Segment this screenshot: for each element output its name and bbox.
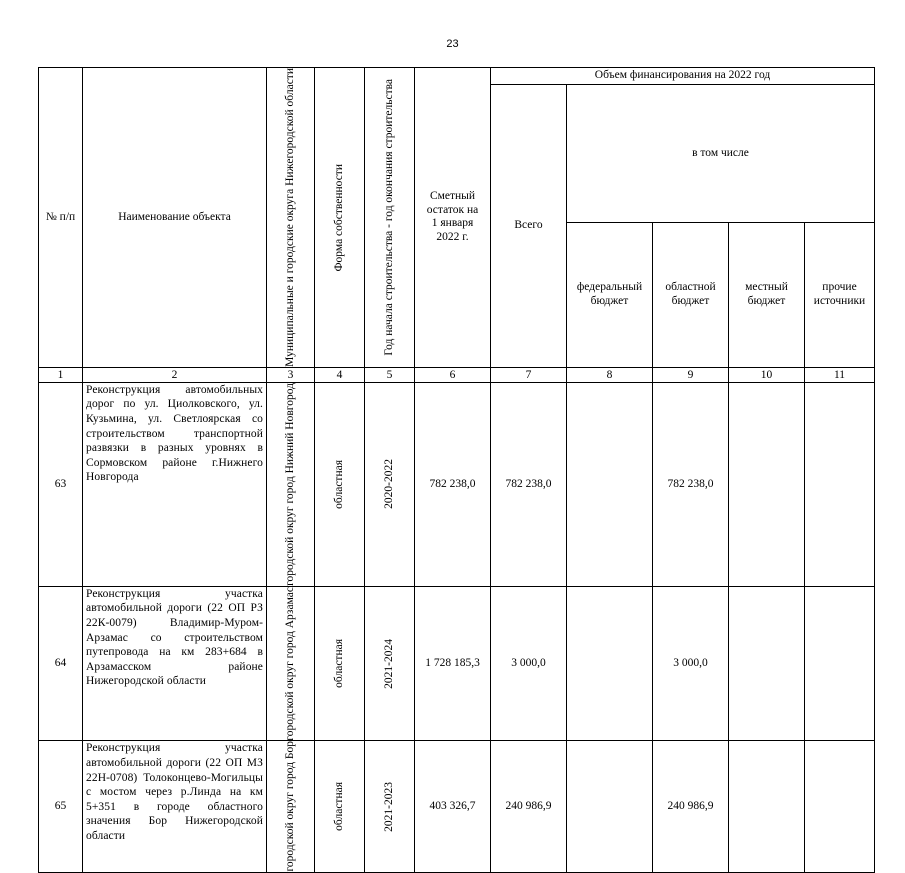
column-number: 2 bbox=[83, 367, 267, 382]
row-remaining: 403 326,7 bbox=[415, 741, 491, 873]
row-num: 63 bbox=[39, 382, 83, 586]
column-number: 11 bbox=[805, 367, 875, 382]
header-ownership-text: Форма собственности bbox=[332, 163, 345, 272]
row-other bbox=[805, 586, 875, 741]
header-local: местный бюджет bbox=[729, 222, 805, 367]
row-local bbox=[729, 382, 805, 586]
row-num: 64 bbox=[39, 586, 83, 741]
row-municipality-text: городской округ город Нижний Новгород bbox=[283, 382, 296, 586]
row-regional: 782 238,0 bbox=[653, 382, 729, 586]
row-remaining: 782 238,0 bbox=[415, 382, 491, 586]
row-years bbox=[365, 382, 415, 586]
column-number: 9 bbox=[653, 367, 729, 382]
header-name: Наименование объекта bbox=[83, 68, 267, 368]
row-regional: 240 986,9 bbox=[653, 741, 729, 873]
row-years bbox=[365, 741, 415, 873]
column-number: 6 bbox=[415, 367, 491, 382]
column-numbers-row bbox=[39, 367, 875, 382]
row-years-text: 2020-2022 bbox=[382, 459, 395, 510]
row-remaining: 1 728 185,3 bbox=[415, 586, 491, 741]
column-number: 3 bbox=[267, 367, 315, 382]
table-row bbox=[39, 741, 875, 873]
row-local bbox=[729, 586, 805, 741]
column-number: 8 bbox=[567, 367, 653, 382]
row-ownership bbox=[315, 741, 365, 873]
row-ownership bbox=[315, 382, 365, 586]
row-years-text: 2021-2024 bbox=[382, 638, 395, 689]
header-num: № п/п bbox=[39, 68, 83, 368]
row-years bbox=[365, 586, 415, 741]
row-federal bbox=[567, 741, 653, 873]
header-federal: федеральный бюджет bbox=[567, 222, 653, 367]
header-total: Всего bbox=[491, 85, 567, 368]
row-municipality-text: городской округ город Бор bbox=[283, 741, 296, 872]
financing-table bbox=[38, 67, 875, 873]
row-years-text: 2021-2023 bbox=[382, 781, 395, 832]
table-row bbox=[39, 382, 875, 586]
table-row bbox=[39, 586, 875, 741]
row-object-name: Реконструкция участка автомобильной дороги (22 ОП МЗ 22Н-0708) Толоконцево-Могильцы с мостом через р.Линда на км 5+351 в городе областного значения Бор Нижегородской области bbox=[83, 741, 267, 873]
header-remaining: Сметный остаток на 1 января 2022 г. bbox=[415, 68, 491, 368]
header-municipality bbox=[267, 68, 315, 368]
row-object-name: Реконструкция участка автомобильной дороги (22 ОП РЗ 22К-0079) Владимир-Муром-Арзамас со строительством путепровода на км 283+684 в Арзамасском районе Нижегородской области bbox=[83, 586, 267, 741]
column-number: 4 bbox=[315, 367, 365, 382]
header-years bbox=[365, 68, 415, 368]
header-ownership bbox=[315, 68, 365, 368]
row-ownership-text: областная bbox=[332, 459, 345, 509]
row-municipality-text: городской округ город Арзамас bbox=[283, 586, 296, 741]
row-federal bbox=[567, 586, 653, 741]
row-other bbox=[805, 382, 875, 586]
column-number: 10 bbox=[729, 367, 805, 382]
row-municipality bbox=[267, 382, 315, 586]
row-regional: 3 000,0 bbox=[653, 586, 729, 741]
row-local bbox=[729, 741, 805, 873]
header-regional: областной бюджет bbox=[653, 222, 729, 367]
row-total: 240 986,9 bbox=[491, 741, 567, 873]
row-ownership-text: областная bbox=[332, 782, 345, 832]
header-years-text: Год начала строительства - год окончания строительства bbox=[382, 79, 395, 356]
row-num: 65 bbox=[39, 741, 83, 873]
row-ownership bbox=[315, 586, 365, 741]
row-municipality bbox=[267, 741, 315, 873]
row-total: 3 000,0 bbox=[491, 586, 567, 741]
header-including: в том числе bbox=[567, 85, 875, 223]
row-federal bbox=[567, 382, 653, 586]
row-municipality bbox=[267, 586, 315, 741]
row-ownership-text: областная bbox=[332, 639, 345, 688]
header-financing: Объем финансирования на 2022 год bbox=[491, 68, 875, 85]
header-municipality-text: Муниципальные и городские округа Нижегородской области bbox=[283, 68, 296, 367]
header-row-1 bbox=[39, 68, 875, 85]
column-number: 1 bbox=[39, 367, 83, 382]
column-number: 5 bbox=[365, 367, 415, 382]
row-object-name: Реконструкция автомобильных дорог по ул. Циолковского, ул. Кузьмина, ул. Светлоярская со строительством транспортной развязки в разных уровнях в Сормовском районе г.Нижнего Новгорода bbox=[83, 382, 267, 586]
page-number: 23 bbox=[446, 38, 459, 50]
header-other: прочие источники bbox=[805, 222, 875, 367]
row-other bbox=[805, 741, 875, 873]
column-number: 7 bbox=[491, 367, 567, 382]
row-total: 782 238,0 bbox=[491, 382, 567, 586]
